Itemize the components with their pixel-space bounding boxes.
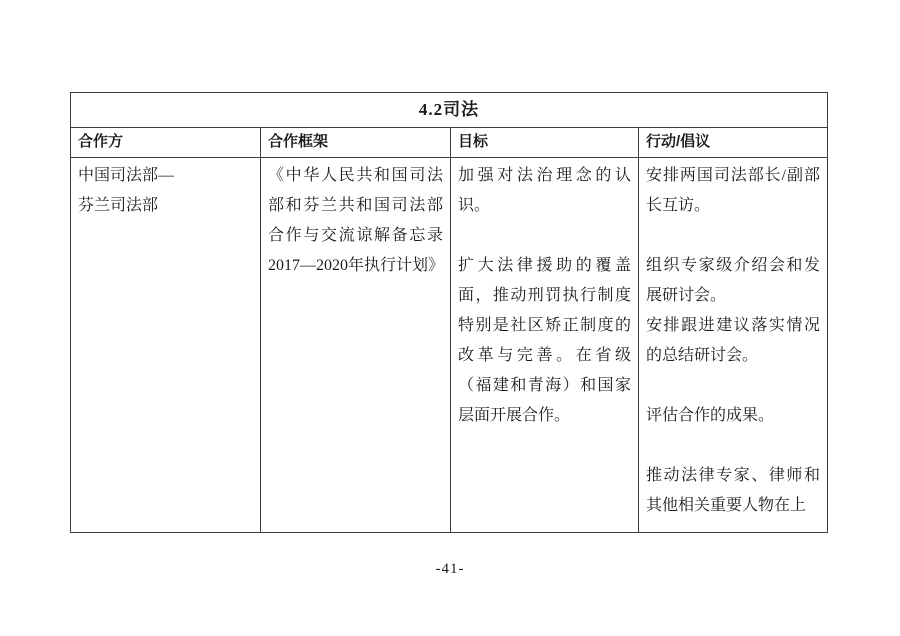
column-header-goal: 目标 <box>451 128 639 157</box>
column-header-framework: 合作框架 <box>261 128 451 157</box>
paragraph-line: 加强对法治理念的认识。 <box>458 167 631 214</box>
paragraph-line: 《中华人民共和国司法部和芬兰共和国司法部合作与交流谅解备忘录2017—2020年执行计划》 <box>268 167 445 274</box>
table-section-title: 4.2司法 <box>71 93 827 128</box>
table-header-row <box>71 128 827 158</box>
cooperation-table <box>70 92 828 533</box>
cell-goal <box>451 158 639 532</box>
paragraph-line <box>646 431 820 461</box>
paragraph-line <box>458 221 631 251</box>
paragraph-line <box>646 221 820 251</box>
cell-actions <box>639 158 827 532</box>
table-row <box>71 158 827 532</box>
column-header-partner: 合作方 <box>71 128 261 157</box>
paragraph-line: 评估合作的成果。 <box>646 407 775 424</box>
paragraph-line: 中国司法部— <box>78 167 175 184</box>
page-number: -41- <box>435 561 465 577</box>
column-header-actions: 行动/倡议 <box>646 133 711 150</box>
cell-framework <box>261 158 451 532</box>
paragraph-line: 安排跟进建议落实情况的总结研讨会。 <box>646 317 820 364</box>
cell-partner <box>71 158 261 532</box>
paragraph-line: 推动法律专家、律师和其他相关重要人物在上 <box>646 467 820 514</box>
paragraph-line: 组织专家级介绍会和发展研讨会。 <box>646 257 820 304</box>
paragraph-line: 芬兰司法部 <box>78 197 159 214</box>
paragraph-line: 安排两国司法部长/副部长互访。 <box>646 167 820 214</box>
paragraph-line: 扩大法律援助的覆盖面，推动刑罚执行制度特别是社区矫正制度的改革与完善。在省级（福建和青海）和国家层面开展合作。 <box>458 257 631 424</box>
paragraph-line <box>646 371 820 401</box>
